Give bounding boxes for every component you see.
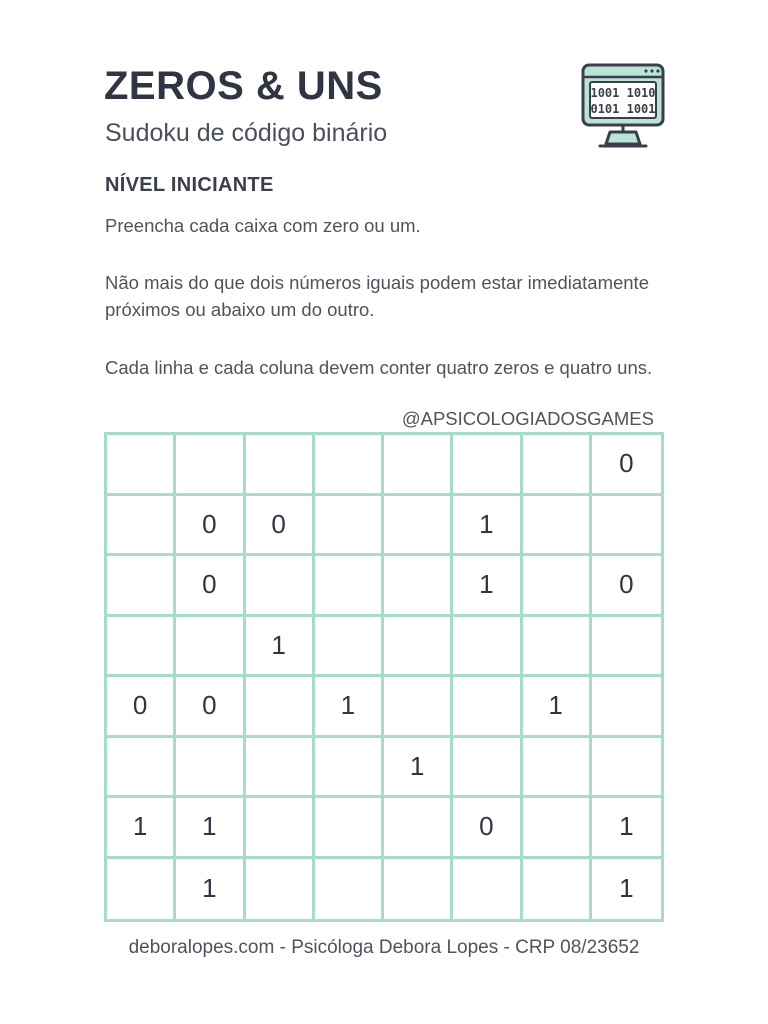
puzzle-cell[interactable] xyxy=(315,617,384,678)
instruction-rule-3: Cada linha e cada coluna devem conter quatro zeros e quatro uns. xyxy=(105,357,653,378)
puzzle-cell: 0 xyxy=(176,496,245,557)
puzzle-cell[interactable] xyxy=(107,435,176,496)
puzzle-cell: 1 xyxy=(176,798,245,859)
puzzle-cell[interactable] xyxy=(107,556,176,617)
puzzle-cell[interactable] xyxy=(384,556,453,617)
puzzle-cell[interactable] xyxy=(246,859,315,920)
instruction-rule-2: Não mais do que dois números iguais podem estar imediatamente próximos ou abaixo um do outro. xyxy=(105,272,649,320)
puzzle-cell[interactable] xyxy=(107,859,176,920)
puzzle-cell: 1 xyxy=(453,556,522,617)
puzzle-grid xyxy=(104,432,664,922)
difficulty-level: NÍVEL INICIANTE xyxy=(105,174,274,196)
puzzle-cell[interactable] xyxy=(453,859,522,920)
puzzle-cell[interactable] xyxy=(107,496,176,557)
puzzle-cell[interactable] xyxy=(315,556,384,617)
puzzle-cell[interactable] xyxy=(592,677,661,738)
puzzle-cell: 0 xyxy=(453,798,522,859)
puzzle-cell[interactable] xyxy=(315,738,384,799)
puzzle-cell[interactable] xyxy=(107,738,176,799)
puzzle-cell[interactable] xyxy=(384,496,453,557)
puzzle-cell[interactable] xyxy=(384,677,453,738)
puzzle-cell[interactable] xyxy=(384,435,453,496)
puzzle-cell[interactable] xyxy=(384,617,453,678)
svg-text:0101 1001: 0101 1001 xyxy=(590,102,656,116)
puzzle-cell[interactable] xyxy=(592,496,661,557)
puzzle-cell: 0 xyxy=(246,496,315,557)
puzzle-cell[interactable] xyxy=(107,617,176,678)
puzzle-cell[interactable] xyxy=(523,798,592,859)
puzzle-cell[interactable] xyxy=(315,798,384,859)
puzzle-cell[interactable] xyxy=(246,435,315,496)
puzzle-cell[interactable] xyxy=(523,738,592,799)
puzzle-cell[interactable] xyxy=(453,677,522,738)
svg-text:1001 1010: 1001 1010 xyxy=(590,86,656,100)
puzzle-cell: 0 xyxy=(176,556,245,617)
footer-credit: deboralopes.com - Psicóloga Debora Lopes - CRP 08/23652 xyxy=(128,937,640,958)
puzzle-cell: 0 xyxy=(176,677,245,738)
instruction-rule-1: Preencha cada caixa com zero ou um. xyxy=(105,215,421,236)
puzzle-cell: 1 xyxy=(315,677,384,738)
puzzle-cell: 1 xyxy=(619,873,634,904)
puzzle-cell: 1 xyxy=(453,496,522,557)
puzzle-cell: 0 xyxy=(107,677,176,738)
puzzle-cell[interactable] xyxy=(246,556,315,617)
puzzle-cell: 1 xyxy=(246,617,315,678)
puzzle-cell[interactable] xyxy=(523,556,592,617)
puzzle-cell[interactable] xyxy=(384,859,453,920)
puzzle-cell: 1 xyxy=(107,798,176,859)
puzzle-cell[interactable] xyxy=(592,617,661,678)
puzzle-cell: 1 xyxy=(384,738,453,799)
puzzle-cell[interactable] xyxy=(246,738,315,799)
puzzle-cell: 1 xyxy=(592,798,661,859)
puzzle-cell[interactable] xyxy=(592,738,661,799)
puzzle-cell: 0 xyxy=(592,556,661,617)
puzzle-cell[interactable] xyxy=(523,435,592,496)
puzzle-cell[interactable] xyxy=(246,798,315,859)
puzzle-cell[interactable] xyxy=(453,617,522,678)
puzzle-cell[interactable] xyxy=(176,738,245,799)
puzzle-cell[interactable] xyxy=(315,496,384,557)
puzzle-cell[interactable] xyxy=(523,496,592,557)
puzzle-cell[interactable] xyxy=(176,435,245,496)
puzzle-cell[interactable] xyxy=(315,435,384,496)
page-title: ZEROS & UNS xyxy=(104,64,383,108)
binary-monitor-icon xyxy=(580,62,666,150)
puzzle-cell: 1 xyxy=(176,859,245,920)
puzzle-cell[interactable] xyxy=(523,617,592,678)
puzzle-cell: 0 xyxy=(592,435,661,496)
puzzle-cell[interactable] xyxy=(453,435,522,496)
puzzle-cell[interactable] xyxy=(384,798,453,859)
page-subtitle: Sudoku de código binário xyxy=(105,119,388,147)
puzzle-cell: 1 xyxy=(523,677,592,738)
puzzle-cell[interactable] xyxy=(315,859,384,920)
puzzle-cell[interactable] xyxy=(176,617,245,678)
puzzle-cell[interactable] xyxy=(246,677,315,738)
social-handle: @APSICOLOGIADOSGAMES xyxy=(401,408,654,429)
puzzle-cell[interactable] xyxy=(453,738,522,799)
puzzle-cell[interactable] xyxy=(523,859,592,920)
